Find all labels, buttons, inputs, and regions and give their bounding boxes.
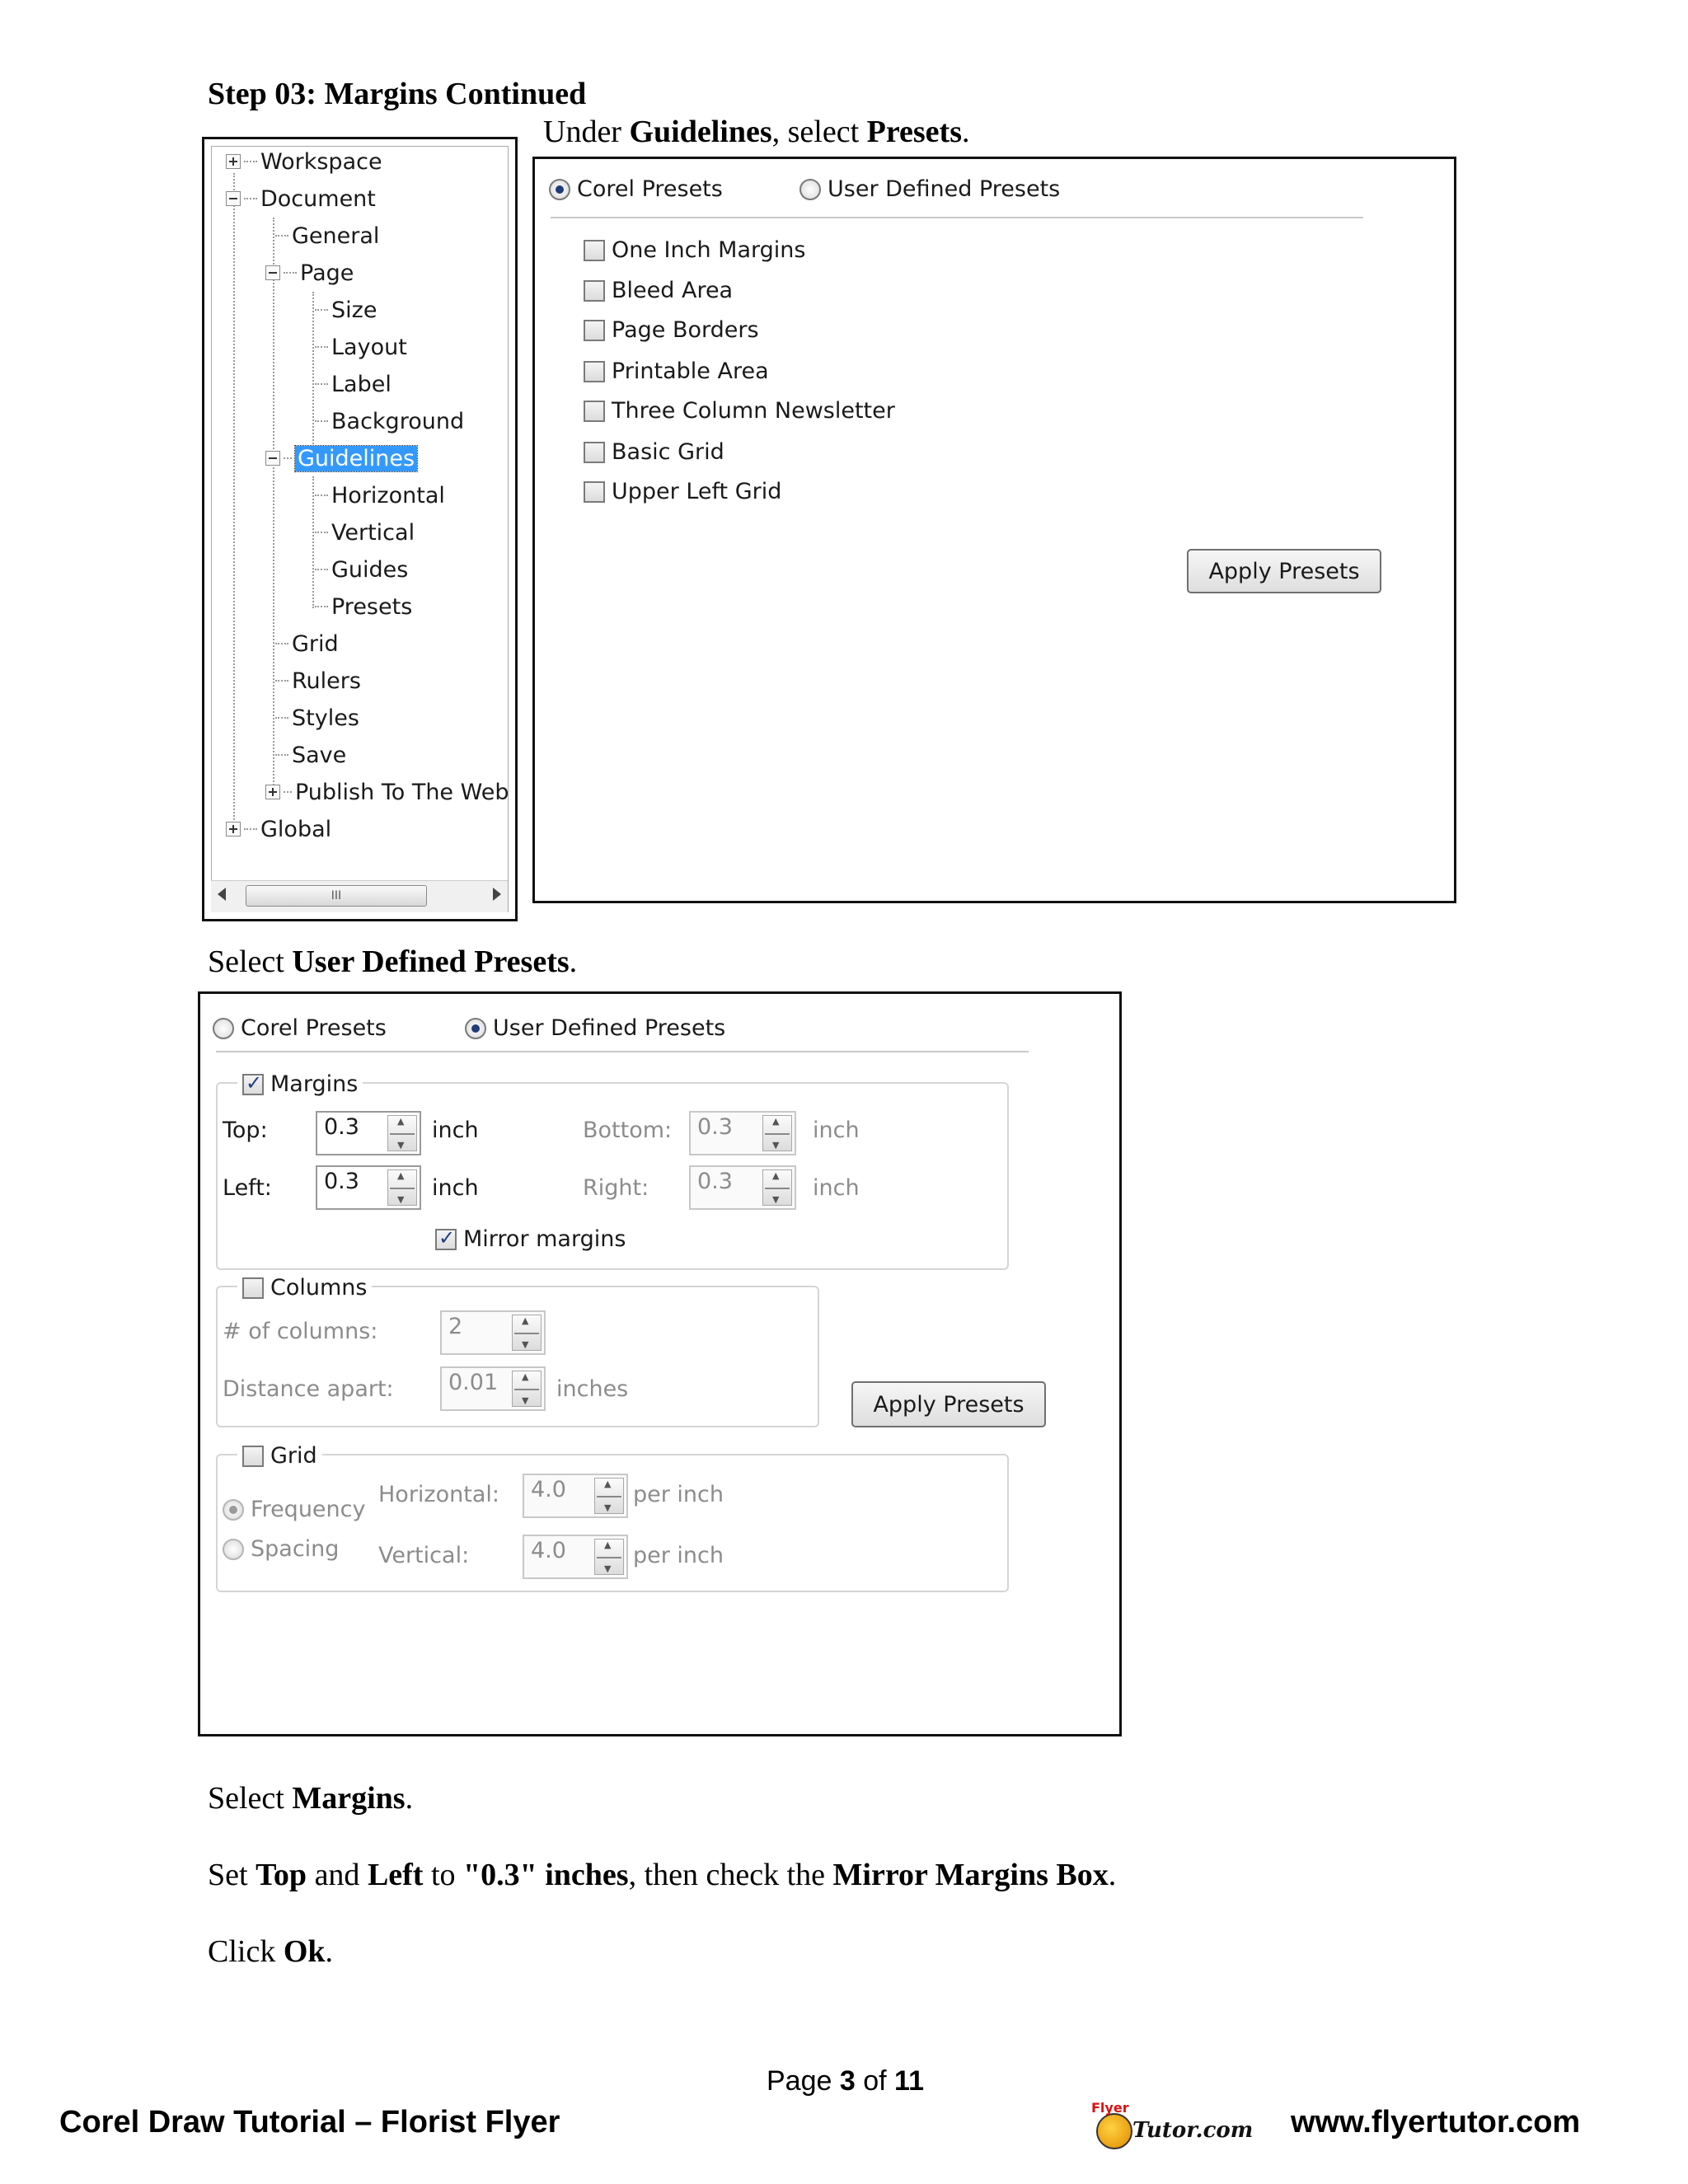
tree-item-styles[interactable]: Styles	[275, 701, 359, 734]
left-unit: inch	[432, 1175, 479, 1201]
tree-item-guides[interactable]: Guides	[315, 553, 408, 586]
checkbox-checked[interactable]	[242, 1074, 264, 1095]
divider	[551, 217, 1363, 218]
top-label: Top:	[223, 1118, 268, 1143]
grid-horizontal-spinner[interactable]: 4.0 ▲ ▼	[523, 1474, 628, 1518]
instruction-guidelines: Under Guidelines, select Presets.	[543, 115, 970, 149]
bottom-unit: inch	[813, 1118, 860, 1143]
bottom-margin-spinner[interactable]: 0.3 ▲ ▼	[689, 1111, 796, 1155]
step-heading: Step 03: Margins Continued	[208, 77, 587, 111]
scroll-thumb[interactable]: III	[246, 885, 427, 907]
tree-item-horizontal[interactable]: Horizontal	[315, 479, 445, 512]
instruction-set-values: Set Top and Left to "0.3" inches, then check the Mirror Margins Box.	[208, 1858, 1117, 1892]
preset-page-borders[interactable]: Page Borders	[584, 317, 759, 343]
radio-selected-icon[interactable]	[465, 1018, 486, 1039]
checkbox[interactable]	[584, 361, 605, 382]
tree-item-global[interactable]: Global	[226, 813, 331, 846]
radio-selected-icon[interactable]	[223, 1499, 244, 1521]
tree-item-size[interactable]: Size	[315, 293, 377, 326]
preset-printable-area[interactable]: Printable Area	[584, 359, 769, 384]
top-margin-spinner[interactable]: 0.3 ▲ ▼	[316, 1111, 421, 1155]
spinner-arrows-icon[interactable]	[387, 1115, 417, 1151]
margins-checkbox[interactable]: ✓ Margins	[237, 1071, 363, 1097]
tree-item-background[interactable]: Background	[315, 405, 464, 438]
checkbox[interactable]	[584, 240, 605, 261]
tree-item-grid[interactable]: Grid	[275, 627, 339, 660]
checkbox[interactable]	[242, 1277, 264, 1299]
preset-basic-grid[interactable]: Basic Grid	[584, 439, 724, 465]
distance-apart-spinner[interactable]: 0.01 ▲ ▼	[440, 1366, 546, 1411]
tree-item-publish[interactable]: Publish To The Web	[265, 776, 509, 808]
radio-spacing[interactable]: Spacing	[223, 1536, 339, 1562]
footer-url[interactable]: www.flyertutor.com	[1291, 2105, 1581, 2139]
checkbox[interactable]	[584, 280, 605, 302]
mirror-margins-checkbox[interactable]: ✓ Mirror margins	[435, 1226, 626, 1252]
tree-item-presets[interactable]: Presets	[315, 590, 412, 623]
scroll-right-arrow-icon[interactable]	[493, 888, 501, 901]
preset-bleed-area[interactable]: Bleed Area	[584, 278, 733, 303]
columns-count-spinner[interactable]: 2 ▲ ▼	[440, 1310, 546, 1355]
tree-item-label[interactable]: Label	[315, 368, 392, 401]
bottom-label: Bottom:	[583, 1118, 673, 1143]
right-unit: inch	[813, 1175, 860, 1201]
apply-presets-button[interactable]: Apply Presets	[851, 1381, 1046, 1427]
grid-vertical-unit: per inch	[633, 1543, 724, 1568]
grid-vertical-label: Vertical:	[378, 1543, 470, 1568]
apply-presets-button[interactable]: Apply Presets	[1187, 549, 1381, 593]
checkbox[interactable]	[242, 1446, 264, 1467]
right-label: Right:	[583, 1175, 649, 1201]
tree-item-guidelines[interactable]: Guidelines	[265, 442, 417, 475]
tree-guide-line	[233, 173, 235, 832]
right-margin-spinner[interactable]: 0.3 ▲ ▼	[689, 1165, 796, 1210]
logo-top-text: Flyer	[1091, 2100, 1129, 2116]
columns-count-label: # of columns:	[223, 1319, 378, 1344]
radio-selected-icon[interactable]	[549, 179, 570, 200]
distance-apart-unit: inches	[556, 1376, 629, 1402]
tree-horizontal-scrollbar[interactable]	[211, 880, 508, 912]
grid-vertical-spinner[interactable]: 4.0 ▲ ▼	[523, 1535, 628, 1579]
collapse-minus-icon[interactable]	[265, 265, 280, 280]
grid-horizontal-label: Horizontal:	[378, 1482, 499, 1507]
page-number: Page 3 of 11	[767, 2065, 924, 2097]
corel-presets-panel	[532, 157, 1456, 903]
flyertutor-logo	[1091, 2100, 1264, 2151]
checkbox[interactable]	[584, 320, 605, 341]
collapse-minus-icon[interactable]	[265, 451, 280, 466]
tree-guide-line	[312, 292, 314, 444]
collapse-minus-icon[interactable]	[226, 191, 241, 206]
radio-user-defined-presets[interactable]: User Defined Presets	[465, 1015, 725, 1041]
spinner-arrows-icon[interactable]	[594, 1478, 624, 1514]
radio-corel-presets[interactable]: Corel Presets	[213, 1015, 387, 1041]
instruction-user-defined: Select User Defined Presets.	[208, 944, 578, 979]
tree-item-save[interactable]: Save	[275, 738, 346, 771]
spinner-arrows-icon[interactable]	[512, 1315, 542, 1351]
radio-unselected-icon[interactable]	[223, 1539, 244, 1560]
radio-unselected-icon[interactable]	[213, 1018, 234, 1039]
checkbox-checked[interactable]	[435, 1229, 457, 1250]
preset-one-inch-margins[interactable]: One Inch Margins	[584, 237, 805, 263]
columns-checkbox[interactable]: Columns	[237, 1275, 372, 1301]
grid-horizontal-unit: per inch	[633, 1482, 724, 1507]
radio-user-defined-presets[interactable]: User Defined Presets	[799, 176, 1060, 202]
checkbox[interactable]	[584, 481, 605, 503]
spinner-arrows-icon[interactable]	[512, 1371, 542, 1407]
radio-corel-presets[interactable]: Corel Presets	[549, 176, 723, 202]
instruction-click-ok: Click Ok.	[208, 1934, 334, 1969]
instruction-select-margins: Select Margins.	[208, 1781, 414, 1816]
tree-item-vertical[interactable]: Vertical	[315, 516, 415, 549]
tree-item-publish-clip	[265, 776, 512, 808]
expand-plus-icon[interactable]	[226, 822, 241, 837]
logo-text: Tutor.com	[1132, 2118, 1254, 2143]
left-label: Left:	[223, 1175, 272, 1201]
left-margin-spinner[interactable]: 0.3 ▲ ▼	[316, 1165, 421, 1210]
expand-plus-icon[interactable]	[226, 154, 241, 169]
spinner-arrows-icon[interactable]	[387, 1169, 417, 1206]
radio-unselected-icon[interactable]	[799, 179, 821, 200]
grid-checkbox[interactable]: Grid	[237, 1443, 322, 1469]
spinner-arrows-icon[interactable]	[594, 1539, 624, 1575]
tree-item-rulers[interactable]: Rulers	[275, 664, 361, 697]
checkbox[interactable]	[584, 401, 605, 422]
tree-guide-line	[273, 218, 274, 794]
checkbox[interactable]	[584, 442, 605, 463]
logo-emblem-icon	[1096, 2113, 1132, 2149]
radio-frequency[interactable]: Frequency	[223, 1497, 365, 1522]
distance-apart-label: Distance apart:	[223, 1376, 394, 1402]
tree-guide-line	[312, 476, 314, 608]
spinner-arrows-icon[interactable]	[762, 1169, 792, 1206]
scroll-left-arrow-icon[interactable]	[218, 888, 226, 901]
footer-title: Corel Draw Tutorial – Florist Flyer	[59, 2105, 560, 2139]
tree-item-layout[interactable]: Layout	[315, 330, 407, 363]
tree-item-general[interactable]: General	[275, 219, 379, 252]
spinner-arrows-icon[interactable]	[762, 1115, 792, 1151]
tree-item-document[interactable]: Document	[226, 182, 376, 215]
divider	[216, 1051, 1029, 1052]
preset-three-column-newsletter[interactable]: Three Column Newsletter	[584, 398, 895, 424]
preset-upper-left-grid[interactable]: Upper Left Grid	[584, 479, 781, 504]
tree-item-page[interactable]: Page	[265, 256, 354, 289]
expand-plus-icon[interactable]	[265, 785, 280, 799]
tree-item-workspace[interactable]: Workspace	[226, 145, 382, 178]
top-unit: inch	[432, 1118, 479, 1143]
